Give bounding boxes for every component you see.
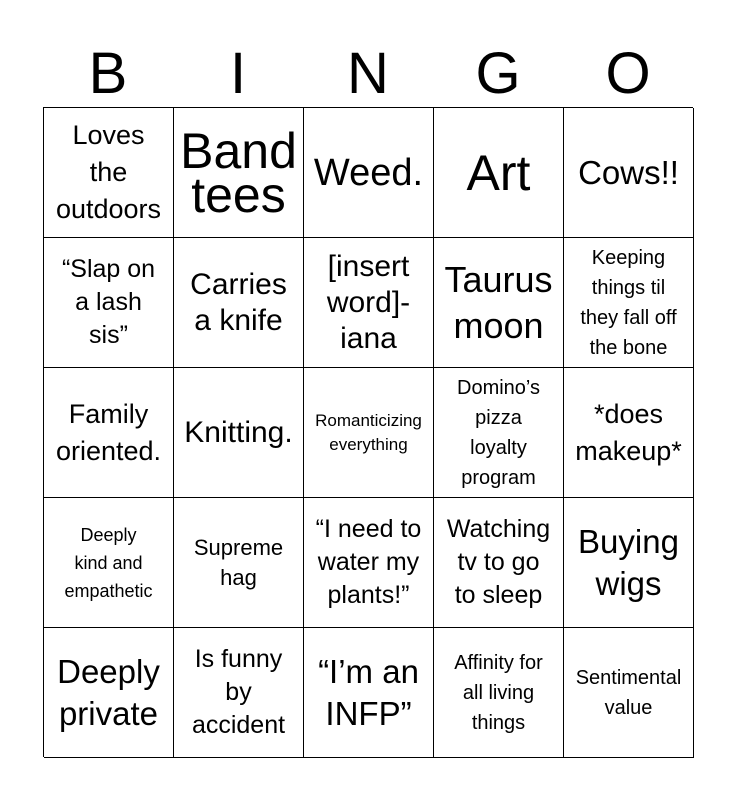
cell-text: “I’m an INFP” bbox=[318, 652, 419, 732]
bingo-cell[interactable] bbox=[174, 238, 304, 368]
bingo-cell[interactable] bbox=[434, 628, 564, 758]
bingo-cell[interactable] bbox=[564, 628, 694, 758]
cell-text: *does makeup* bbox=[575, 398, 682, 466]
bingo-cell[interactable] bbox=[44, 368, 174, 498]
cell-text: Deeply private bbox=[57, 652, 160, 732]
bingo-cell[interactable] bbox=[44, 628, 174, 758]
cell-text: Buying wigs bbox=[578, 522, 679, 602]
cell-text: Band tees bbox=[180, 122, 297, 223]
bingo-cell[interactable] bbox=[304, 368, 434, 498]
header-letter-o: O bbox=[605, 41, 651, 106]
cell-text: [insert word]- iana bbox=[326, 249, 411, 355]
bingo-cell[interactable] bbox=[304, 628, 434, 758]
bingo-cell[interactable] bbox=[434, 238, 564, 368]
bingo-cell[interactable] bbox=[564, 368, 694, 498]
bingo-cell[interactable] bbox=[564, 498, 694, 628]
cell-text: Is funny by accident bbox=[191, 645, 286, 739]
bingo-cell[interactable] bbox=[304, 108, 434, 238]
cell-text: Knitting. bbox=[184, 415, 293, 449]
bingo-cell[interactable] bbox=[434, 368, 564, 498]
cell-text: Cows!! bbox=[578, 153, 679, 191]
bingo-cell[interactable] bbox=[174, 108, 304, 238]
cell-text: Domino’s pizza loyalty program bbox=[457, 376, 540, 489]
header-letter-g: G bbox=[475, 41, 521, 106]
bingo-cell[interactable] bbox=[44, 108, 174, 238]
cell-text: Taurus moon bbox=[444, 258, 553, 346]
bingo-cell[interactable] bbox=[174, 498, 304, 628]
bingo-cell[interactable] bbox=[564, 238, 694, 368]
cell-text: “Slap on a lash sis” bbox=[61, 255, 156, 349]
bingo-cell[interactable] bbox=[434, 498, 564, 628]
header-letter-i: I bbox=[229, 41, 247, 106]
cell-text: Affinity for all living things bbox=[454, 651, 543, 734]
cell-text: Art bbox=[466, 144, 531, 201]
bingo-cell[interactable] bbox=[44, 498, 174, 628]
cell-text: Watching tv to go to sleep bbox=[446, 515, 551, 609]
bingo-cell[interactable] bbox=[304, 498, 434, 628]
cell-text: Weed. bbox=[313, 151, 424, 194]
cell-text: Loves the outdoors bbox=[55, 120, 162, 224]
cell-text: Family oriented. bbox=[55, 398, 162, 466]
bingo-cell[interactable] bbox=[174, 368, 304, 498]
bingo-cell[interactable] bbox=[174, 628, 304, 758]
bingo-cell[interactable] bbox=[304, 238, 434, 368]
cell-text: “I need to water my plants!” bbox=[315, 515, 422, 609]
bingo-cell[interactable] bbox=[434, 108, 564, 238]
cell-text: Deeply kind and empathetic bbox=[64, 524, 153, 601]
header-letter-b: B bbox=[88, 41, 128, 106]
header-letter-n: N bbox=[347, 41, 389, 106]
bingo-header bbox=[43, 40, 693, 108]
bingo-cell[interactable] bbox=[44, 238, 174, 368]
cell-text: Sentimental value bbox=[575, 666, 682, 719]
bingo-cell[interactable] bbox=[564, 108, 694, 238]
cell-text: Supreme hag bbox=[193, 534, 284, 590]
cell-text: Carries a knife bbox=[190, 267, 287, 337]
cell-text: Romanticizing everything bbox=[315, 410, 422, 454]
bingo-board bbox=[43, 107, 693, 757]
cell-text: Keeping things til they fall off the bone bbox=[580, 246, 677, 359]
